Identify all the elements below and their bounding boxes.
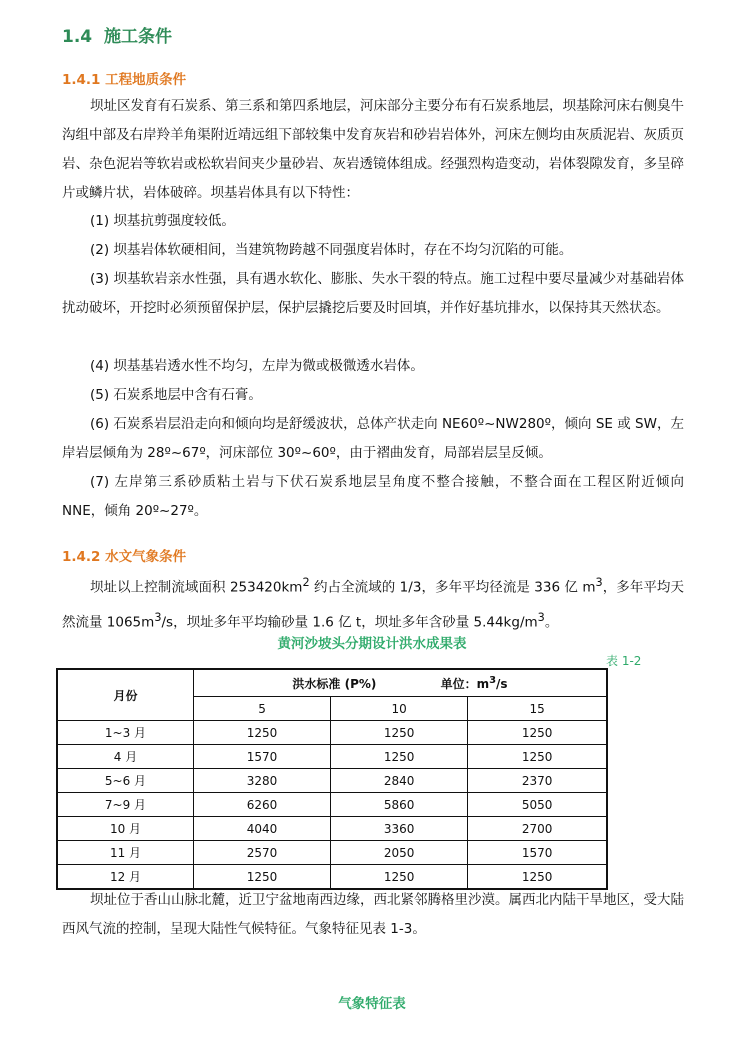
hydro-sup-3: 3 — [154, 610, 162, 624]
section-title: 施工条件 — [103, 27, 172, 47]
frequency-header: 15 — [468, 697, 607, 721]
hydro-heading: 1.4.2 水文气象条件 — [62, 549, 187, 565]
value-cell: 1250 — [194, 721, 331, 745]
month-cell: 5~6 月 — [57, 769, 194, 793]
frequency-header: 5 — [194, 697, 331, 721]
month-cell: 1~3 月 — [57, 721, 194, 745]
flood-table-title: 黄河沙坡头分期设计洪水成果表 — [277, 636, 467, 652]
geology-intro: 坝址区发育有石炭系、第三系和第四系地层，河床部分主要分布有石炭系地层，坝基除河床右侧臭牛沟组中部及右岸羚羊角渠附近靖远组下部较集中发育灰岩和砂岩岩体外，河床左侧均由灰质泥岩、灰质页岩、杂色泥岩等软岩或松软岩间夹少量砂岩、灰岩透镜体组成。经强烈构造变动，岩体裂隙发育，多呈碎片或鳞片状，岩体破碎。坝基岩体具有以下特性： — [62, 98, 684, 201]
climate-paragraph: 坝址位于香山山脉北麓，近卫宁盆地南西边缘，西北紧邻腾格里沙漠。属西北内陆干旱地区，受大陆西风气流的控制，呈现大陆性气候特征。气象特征见表 1-3。 — [62, 892, 684, 937]
value-cell: 5860 — [331, 793, 468, 817]
table-row — [57, 769, 607, 793]
table-row — [57, 793, 607, 817]
value-cell: 2840 — [331, 769, 468, 793]
flood-standard-header — [194, 669, 608, 697]
value-cell: 1250 — [194, 865, 331, 890]
hydro-text-b: 约占全流域的 1/3，多年平均径流是 336 亿 m — [309, 579, 596, 596]
table-row — [57, 841, 607, 865]
hydro-sup-4: 3 — [537, 610, 545, 624]
frequency-header: 10 — [331, 697, 468, 721]
unit-prefix: 单位：m — [440, 676, 490, 691]
flood-table-label: 表 1-2 — [606, 654, 642, 668]
unit-suffix: /s — [496, 676, 508, 691]
value-cell: 1250 — [468, 745, 607, 769]
hydro-text-e: 。 — [544, 614, 559, 630]
hydro-sup-1: 2 — [302, 576, 310, 589]
table-row — [57, 817, 607, 841]
value-cell: 1250 — [331, 721, 468, 745]
month-cell: 12 月 — [57, 865, 194, 890]
value-cell: 6260 — [194, 793, 331, 817]
section-number: 1.4 — [62, 27, 93, 47]
flood-standard-label: 洪水标准 (P%) — [292, 676, 377, 691]
table-row — [57, 745, 607, 769]
month-cell: 10 月 — [57, 817, 194, 841]
hydro-text-d: /s，坝址多年平均输砂量 1.6 亿 t，坝址多年含砂量 5.44kg/m — [161, 614, 538, 630]
geology-item-2: (2) 坝基岩体软硬相间，当建筑物跨越不同强度岩体时，存在不均匀沉陷的可能。 — [90, 242, 573, 258]
geology-item-4: (4) 坝基基岩透水性不均匀，左岸为微或极微透水岩体。 — [90, 358, 424, 374]
value-cell: 1570 — [468, 841, 607, 865]
geology-item-3: (3) 坝基软岩亲水性强，具有遇水软化、膨胀、失水干裂的特点。施工过程中要尽量减少对基础岩体扰动破坏，开挖时必须预留保护层，保护层撬挖后要及时回填，并作好基坑排水，以保持其天然状态。 — [62, 271, 684, 316]
geology-heading: 1.4.1 工程地质条件 — [62, 72, 187, 88]
value-cell: 1250 — [331, 865, 468, 890]
value-cell: 2700 — [468, 817, 607, 841]
value-cell: 2570 — [194, 841, 331, 865]
value-cell: 4040 — [194, 817, 331, 841]
value-cell: 2050 — [331, 841, 468, 865]
geology-item-7: (7) 左岸第三系砂质粘土岩与下伏石炭系地层呈角度不整合接触，不整合面在工程区附近倾向 NNE，倾角 20º~27º。 — [62, 474, 684, 519]
value-cell: 3360 — [331, 817, 468, 841]
section-heading — [62, 22, 172, 47]
value-cell: 1250 — [331, 745, 468, 769]
month-header: 月份 — [57, 669, 194, 721]
hydro-paragraph — [62, 568, 684, 637]
hydro-sup-2: 3 — [595, 576, 603, 589]
value-cell: 1250 — [468, 721, 607, 745]
climate-table-title: 气象特征表 — [338, 996, 406, 1012]
geology-item-5: (5) 石炭系地层中含有石膏。 — [90, 387, 262, 403]
table-header-row — [57, 669, 607, 697]
unit-label — [440, 674, 508, 691]
geology-item-6: (6) 石炭系岩层沿走向和倾向均是舒缓波状，总体产状走向 NE60º~NW280º，倾向 SE 或 SW，左岸岩层倾角为 28º~67º，河床部位 30º~60º，由于褶曲发育，局部岩层呈反倾。 — [62, 416, 684, 461]
hydro-text-a: 坝址以上控制流域面积 253420km — [90, 579, 303, 596]
table-row — [57, 721, 607, 745]
flood-table — [56, 668, 608, 890]
month-cell: 4 月 — [57, 745, 194, 769]
month-cell: 7~9 月 — [57, 793, 194, 817]
value-cell: 2370 — [468, 769, 607, 793]
unit-sup: 3 — [489, 674, 497, 686]
geology-item-1: (1) 坝基抗剪强度较低。 — [90, 213, 235, 229]
value-cell: 1250 — [468, 865, 607, 890]
value-cell: 3280 — [194, 769, 331, 793]
month-cell: 11 月 — [57, 841, 194, 865]
value-cell: 5050 — [468, 793, 607, 817]
value-cell: 1570 — [194, 745, 331, 769]
hydro-text-c: ，多年平均天然流量 1065m — [62, 579, 684, 630]
